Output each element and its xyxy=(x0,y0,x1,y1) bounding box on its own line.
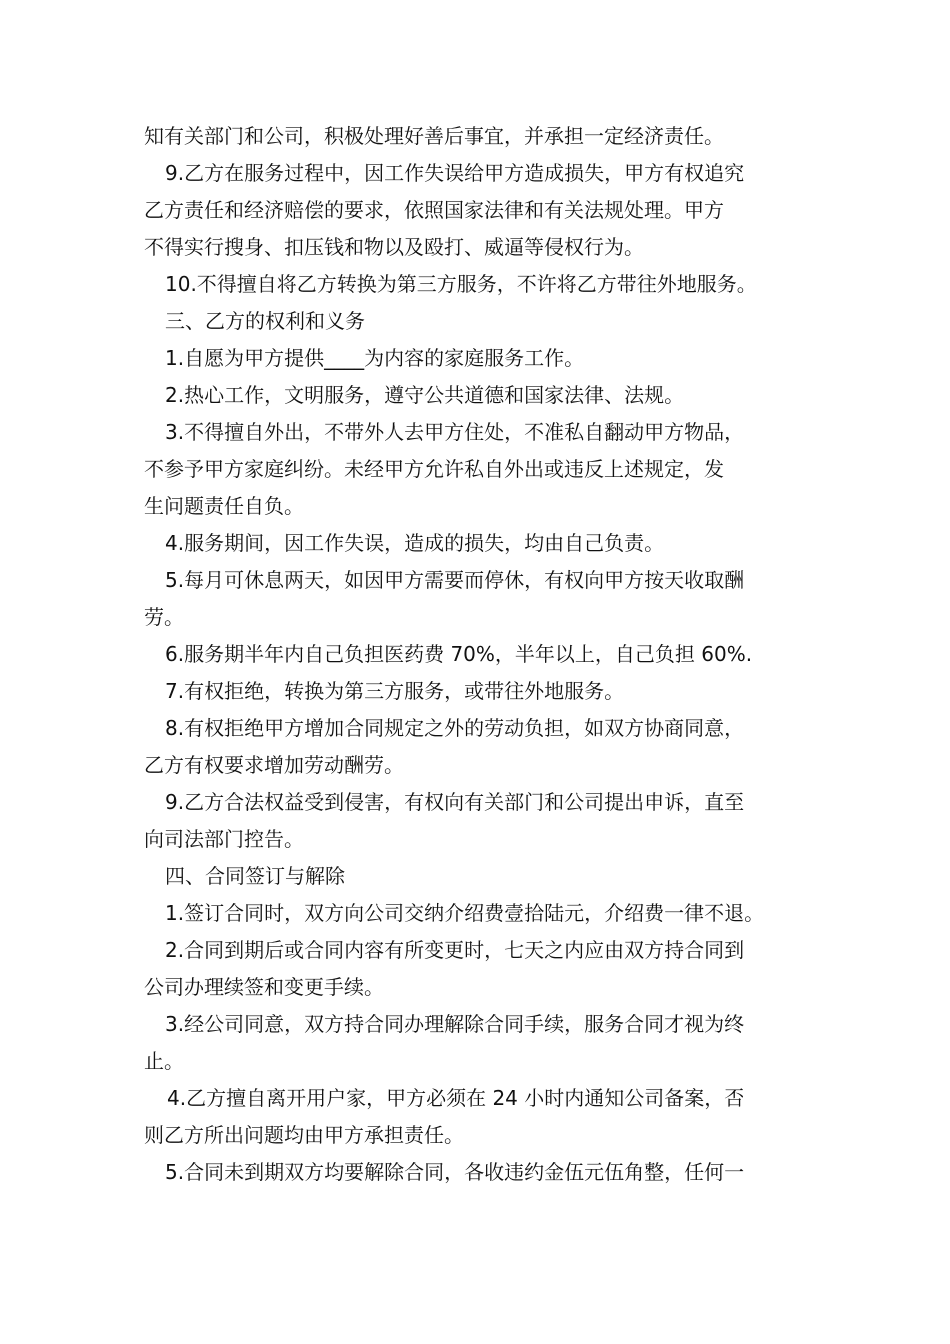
text-line: 8.有权拒绝甲方增加合同规定之外的劳动负担，如双方协商同意， xyxy=(165,716,745,740)
text-line: 4.服务期间，因工作失误，造成的损失，均由自己负责。 xyxy=(165,531,665,555)
text-line: 3.不得擅自外出，不带外人去甲方住处，不准私自翻动甲方物品， xyxy=(165,420,745,444)
text-line: 向司法部门控告。 xyxy=(144,827,304,851)
section-heading: 四、合同签订与解除 xyxy=(165,864,345,888)
text-line: 7.有权拒绝，转换为第三方服务，或带往外地服务。 xyxy=(165,679,625,703)
text-line: 5.合同未到期双方均要解除合同，各收违约金伍元伍角整，任何一 xyxy=(165,1160,745,1184)
text-line: 2.热心工作，文明服务，遵守公共道德和国家法律、法规。 xyxy=(165,383,685,407)
text-line: 乙方责任和经济赔偿的要求，依照国家法律和有关法规处理。甲方 xyxy=(144,198,724,222)
text-line: 9.乙方在服务过程中，因工作失误给甲方造成损失，甲方有权追究 xyxy=(165,161,745,185)
text-line: 5.每月可休息两天，如因甲方需要而停休，有权向甲方按天收取酬 xyxy=(165,568,745,592)
text-line: 9.乙方合法权益受到侵害，有权向有关部门和公司提出申诉，直至 xyxy=(165,790,745,814)
section-heading: 三、乙方的权利和义务 xyxy=(165,309,365,333)
text-line: 2.合同到期后或合同内容有所变更时，七天之内应由双方持合同到 xyxy=(165,938,745,962)
text-line: 知有关部门和公司，积极处理好善后事宜，并承担一定经济责任。 xyxy=(144,124,724,148)
text-line: 止。 xyxy=(144,1049,184,1073)
text-line: 则乙方所出问题均由甲方承担责任。 xyxy=(144,1123,464,1147)
text-line: 10.不得擅自将乙方转换为第三方服务，不许将乙方带往外地服务。 xyxy=(165,272,757,296)
text-line: 4.乙方擅自离开用户家，甲方必须在 24 小时内通知公司备案，否 xyxy=(167,1086,745,1110)
text-line: 1.签订合同时，双方向公司交纳介绍费壹拾陆元，介绍费一律不退。 xyxy=(165,901,765,925)
text-line: 6.服务期半年内自己负担医药费 70%，半年以上，自己负担 60%. xyxy=(165,642,753,666)
text-line: 公司办理续签和变更手续。 xyxy=(144,975,384,999)
text-line: 劳。 xyxy=(144,605,184,629)
text-line: 不得实行搜身、扣压钱和物以及殴打、威逼等侵权行为。 xyxy=(144,235,644,259)
text-line: 3.经公司同意，双方持合同办理解除合同手续，服务合同才视为终 xyxy=(165,1012,745,1036)
document-body xyxy=(144,118,824,1191)
text-line: 1.自愿为甲方提供____为内容的家庭服务工作。 xyxy=(165,346,585,370)
text-line: 不参予甲方家庭纠纷。未经甲方允许私自外出或违反上述规定，发 xyxy=(144,457,724,481)
text-line: 生问题责任自负。 xyxy=(144,494,304,518)
text-line: 乙方有权要求增加劳动酬劳。 xyxy=(144,753,404,777)
